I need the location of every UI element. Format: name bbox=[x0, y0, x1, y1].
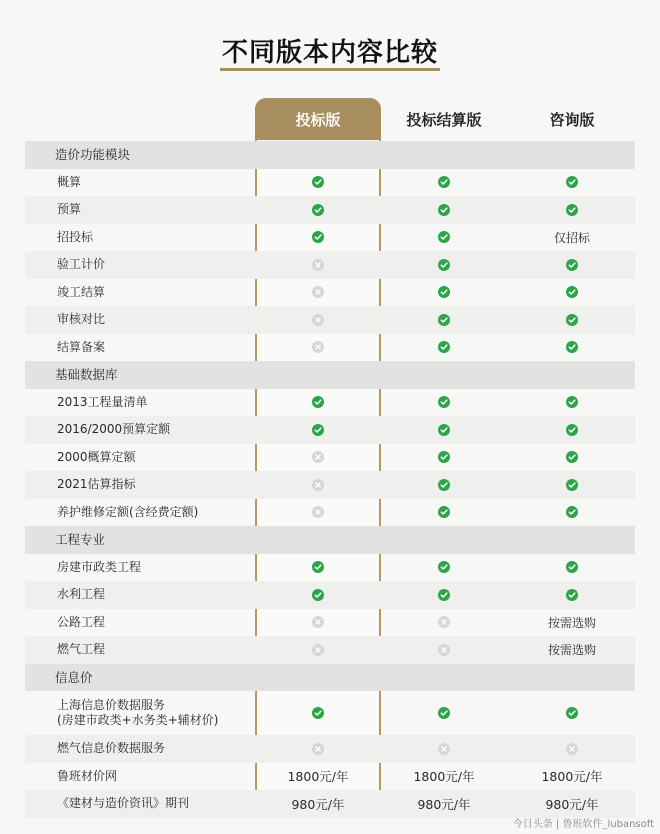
check-icon bbox=[566, 176, 578, 188]
row-label: 验工计价 bbox=[57, 257, 106, 272]
cross-icon bbox=[438, 616, 450, 628]
cell bbox=[509, 554, 635, 582]
check-icon bbox=[312, 396, 324, 408]
check-icon bbox=[438, 424, 450, 436]
row-label bbox=[57, 691, 218, 735]
cross-icon bbox=[312, 259, 324, 271]
section-label: 信息价 bbox=[55, 669, 93, 685]
section-header bbox=[25, 361, 635, 389]
cell bbox=[381, 444, 507, 472]
check-icon bbox=[566, 341, 578, 353]
cross-icon bbox=[312, 506, 324, 518]
row-label: 概算 bbox=[57, 174, 82, 189]
cross-icon bbox=[312, 451, 324, 463]
cell bbox=[381, 554, 507, 582]
table-row bbox=[25, 691, 635, 735]
check-icon bbox=[566, 451, 578, 463]
check-icon bbox=[312, 231, 324, 243]
cell bbox=[381, 169, 507, 197]
table-row bbox=[25, 196, 635, 224]
section-header bbox=[25, 664, 635, 692]
cross-icon bbox=[438, 644, 450, 656]
check-icon bbox=[566, 589, 578, 601]
table-row bbox=[25, 306, 635, 334]
cell: 按需选购 bbox=[547, 643, 596, 658]
cell bbox=[509, 471, 635, 499]
table-row bbox=[25, 609, 635, 637]
check-icon bbox=[566, 286, 578, 298]
cell bbox=[255, 735, 381, 763]
check-icon bbox=[438, 707, 450, 719]
check-icon bbox=[438, 396, 450, 408]
row-label: 公路工程 bbox=[57, 614, 106, 629]
check-icon bbox=[438, 506, 450, 518]
cell bbox=[255, 416, 381, 444]
cell bbox=[255, 691, 381, 735]
check-icon bbox=[438, 286, 450, 298]
table-row bbox=[25, 334, 635, 362]
cell: 980元/年 bbox=[291, 796, 345, 812]
cell bbox=[381, 251, 507, 279]
cell bbox=[255, 196, 381, 224]
cell bbox=[255, 499, 381, 527]
check-icon bbox=[438, 589, 450, 601]
check-icon bbox=[438, 259, 450, 271]
cross-icon bbox=[566, 743, 578, 755]
cell bbox=[509, 735, 635, 763]
check-icon bbox=[438, 479, 450, 491]
row-label: 水利工程 bbox=[57, 587, 106, 602]
cell: 1800元/年 bbox=[541, 769, 603, 785]
cell bbox=[255, 444, 381, 472]
cell: 按需选购 bbox=[547, 615, 596, 630]
cell bbox=[381, 279, 507, 307]
check-icon bbox=[566, 396, 578, 408]
column-header-consulting: 咨询版 bbox=[549, 110, 595, 129]
table-row bbox=[25, 224, 635, 252]
cell bbox=[381, 636, 507, 664]
cell bbox=[255, 306, 381, 334]
section-label: 基础数据库 bbox=[55, 367, 118, 383]
section-header bbox=[25, 526, 635, 554]
cell bbox=[509, 306, 635, 334]
check-icon bbox=[312, 589, 324, 601]
cell bbox=[381, 581, 507, 609]
cell bbox=[381, 691, 507, 735]
cell bbox=[255, 581, 381, 609]
table-row bbox=[25, 279, 635, 307]
cell bbox=[255, 251, 381, 279]
row-label: 房建市政类工程 bbox=[57, 559, 142, 574]
cell bbox=[255, 224, 381, 252]
check-icon bbox=[566, 479, 578, 491]
cross-icon bbox=[312, 286, 324, 298]
cell bbox=[255, 334, 381, 362]
cell bbox=[509, 251, 635, 279]
row-label-line1: 上海信息价数据服务 bbox=[57, 698, 166, 712]
check-icon bbox=[566, 561, 578, 573]
cell: 仅招标 bbox=[553, 230, 590, 245]
table-row bbox=[25, 581, 635, 609]
cross-icon bbox=[312, 616, 324, 628]
row-label: 燃气信息价数据服务 bbox=[57, 741, 166, 756]
row-label: 2016/2000预算定额 bbox=[57, 422, 171, 437]
table-row bbox=[25, 790, 635, 818]
cell bbox=[255, 609, 381, 637]
cell bbox=[255, 169, 381, 197]
cell bbox=[381, 224, 507, 252]
cell bbox=[381, 196, 507, 224]
row-label: 燃气工程 bbox=[57, 642, 106, 657]
table-row bbox=[25, 169, 635, 197]
check-icon bbox=[566, 314, 578, 326]
section-label: 造价功能模块 bbox=[55, 147, 131, 163]
cross-icon bbox=[312, 314, 324, 326]
cross-icon bbox=[312, 644, 324, 656]
row-label: 2013工程量清单 bbox=[57, 394, 148, 409]
section-header bbox=[25, 141, 635, 169]
column-header-tender-settlement: 投标结算版 bbox=[406, 110, 482, 129]
table-row bbox=[25, 735, 635, 763]
cell: 980元/年 bbox=[545, 796, 599, 812]
cell bbox=[509, 444, 635, 472]
check-icon bbox=[566, 424, 578, 436]
cell bbox=[509, 279, 635, 307]
cell bbox=[255, 389, 381, 417]
cell bbox=[381, 389, 507, 417]
check-icon bbox=[312, 176, 324, 188]
check-icon bbox=[566, 506, 578, 518]
check-icon bbox=[566, 259, 578, 271]
cell bbox=[509, 196, 635, 224]
row-label-line2: (房建市政类+水务类+辅材价) bbox=[57, 713, 219, 727]
cell bbox=[381, 735, 507, 763]
cell bbox=[381, 499, 507, 527]
cell: 1800元/年 bbox=[413, 769, 475, 785]
check-icon bbox=[312, 707, 324, 719]
title-underline bbox=[220, 68, 440, 71]
row-label: 审核对比 bbox=[57, 312, 106, 327]
row-label: 2021估算指标 bbox=[57, 477, 136, 492]
check-icon bbox=[438, 451, 450, 463]
table-row bbox=[25, 554, 635, 582]
cell bbox=[381, 334, 507, 362]
check-icon bbox=[312, 561, 324, 573]
table-row bbox=[25, 251, 635, 279]
table-row bbox=[25, 636, 635, 664]
check-icon bbox=[438, 176, 450, 188]
table-row bbox=[25, 416, 635, 444]
cell bbox=[255, 471, 381, 499]
cross-icon bbox=[312, 341, 324, 353]
cell bbox=[509, 334, 635, 362]
check-icon bbox=[438, 231, 450, 243]
column-header-tender: 投标版 bbox=[255, 98, 381, 140]
cell bbox=[509, 416, 635, 444]
check-icon bbox=[566, 707, 578, 719]
row-label: 招投标 bbox=[57, 229, 94, 244]
check-icon bbox=[312, 424, 324, 436]
cell bbox=[509, 389, 635, 417]
table-row bbox=[25, 389, 635, 417]
cross-icon bbox=[312, 479, 324, 491]
cell bbox=[509, 499, 635, 527]
cell bbox=[509, 581, 635, 609]
cell: 980元/年 bbox=[417, 796, 471, 812]
cell bbox=[255, 636, 381, 664]
row-label: 《建材与造价资讯》期刊 bbox=[57, 796, 190, 811]
cell bbox=[381, 471, 507, 499]
title-area bbox=[0, 0, 660, 90]
row-label: 竣工结算 bbox=[57, 284, 106, 299]
row-label: 养护维修定额(含经费定额) bbox=[57, 504, 199, 519]
row-label: 预算 bbox=[57, 202, 82, 217]
page-title: 不同版本内容比较 bbox=[221, 38, 438, 68]
cell: 1800元/年 bbox=[287, 769, 349, 785]
table-row bbox=[25, 499, 635, 527]
check-icon bbox=[438, 561, 450, 573]
cell bbox=[381, 416, 507, 444]
cross-icon bbox=[312, 743, 324, 755]
cell bbox=[509, 691, 635, 735]
check-icon bbox=[438, 204, 450, 216]
watermark: 今日头条 | 鲁班软件_lubansoft bbox=[512, 819, 654, 830]
table-row bbox=[25, 763, 635, 791]
table-row bbox=[25, 444, 635, 472]
cell bbox=[381, 609, 507, 637]
cross-icon bbox=[438, 743, 450, 755]
check-icon bbox=[312, 204, 324, 216]
row-label: 2000概算定额 bbox=[57, 449, 136, 464]
section-label: 工程专业 bbox=[55, 532, 106, 548]
row-label: 结算备案 bbox=[57, 339, 106, 354]
check-icon bbox=[566, 204, 578, 216]
table-row bbox=[25, 471, 635, 499]
check-icon bbox=[438, 314, 450, 326]
row-label: 鲁班材价网 bbox=[57, 768, 118, 783]
cell bbox=[255, 279, 381, 307]
cell bbox=[255, 554, 381, 582]
check-icon bbox=[438, 341, 450, 353]
cell bbox=[381, 306, 507, 334]
cell bbox=[509, 169, 635, 197]
